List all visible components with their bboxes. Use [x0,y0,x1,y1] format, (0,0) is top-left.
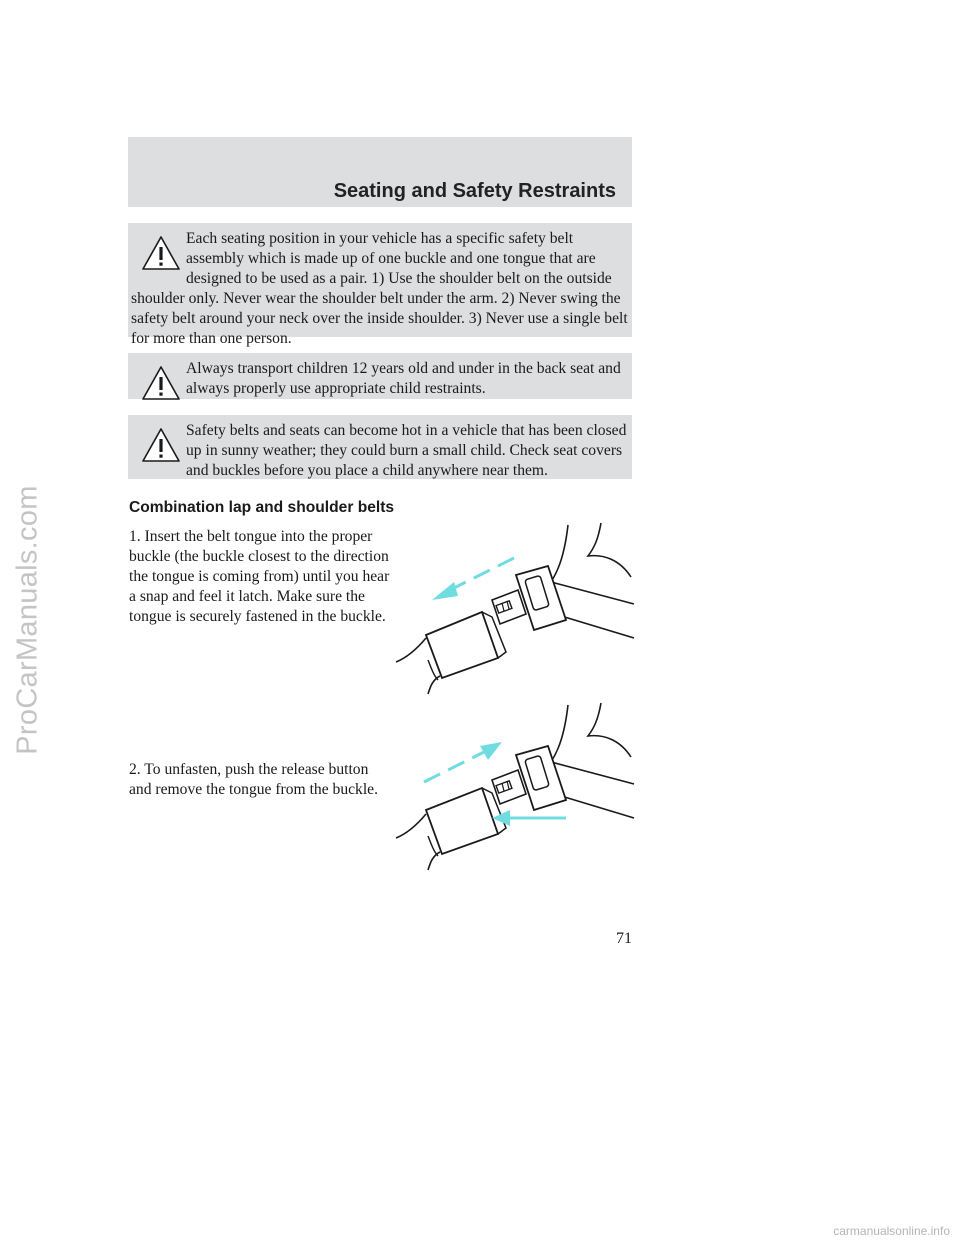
insert-tongue-illustration [388,520,638,695]
warning-text-2: Always transport children 12 years old and under in the back seat and always properly use appropriate child restraints. [186,360,621,397]
unfasten-buckle-illustration [388,700,638,875]
warning-triangle-icon [141,365,181,401]
page-number: 71 [616,930,632,947]
warning-box-3 [128,415,632,479]
page-title: Seating and Safety Restraints [333,180,616,202]
side-watermark [2,0,54,1242]
warning-triangle-icon [141,235,181,271]
step-1-text: 1. Insert the belt tongue into the proper buckle (the buckle closest to the direction the tongue is coming from) until you hear a snap and feel it latch. Make sure the tongue is securely fastened in the buckle. [129,528,390,625]
section-header [128,137,632,207]
warning-text-1: Each seating position in your vehicle has a specific safety belt assembly which is made up of one buckle and one tongue that are designed to be used as a pair. 1) Use the shoulder belt on the outside shoulder only. Never wear the shoulder belt under the arm. 2) Never swing the safety belt around your neck over the inside shoulder. 3) Never use a single belt for more than one person. [131,230,628,347]
warning-triangle-icon [141,427,181,463]
warning-box-2 [128,353,632,399]
footer-watermark: carmanualsonline.info [833,1224,950,1238]
step-2-text: 2. To unfasten, push the release button and remove the tongue from the buckle. [129,761,378,798]
warning-box-1 [128,223,632,347]
section-title: Combination lap and shoulder belts [129,499,395,516]
warning-text-3: Safety belts and seats can become hot in a vehicle that has been closed up in sunny weather; they could burn a small child. Check seat covers and buckles before you place a child anywhere near them. [186,422,627,479]
watermark-text: ProCarManuals.com [11,485,44,755]
